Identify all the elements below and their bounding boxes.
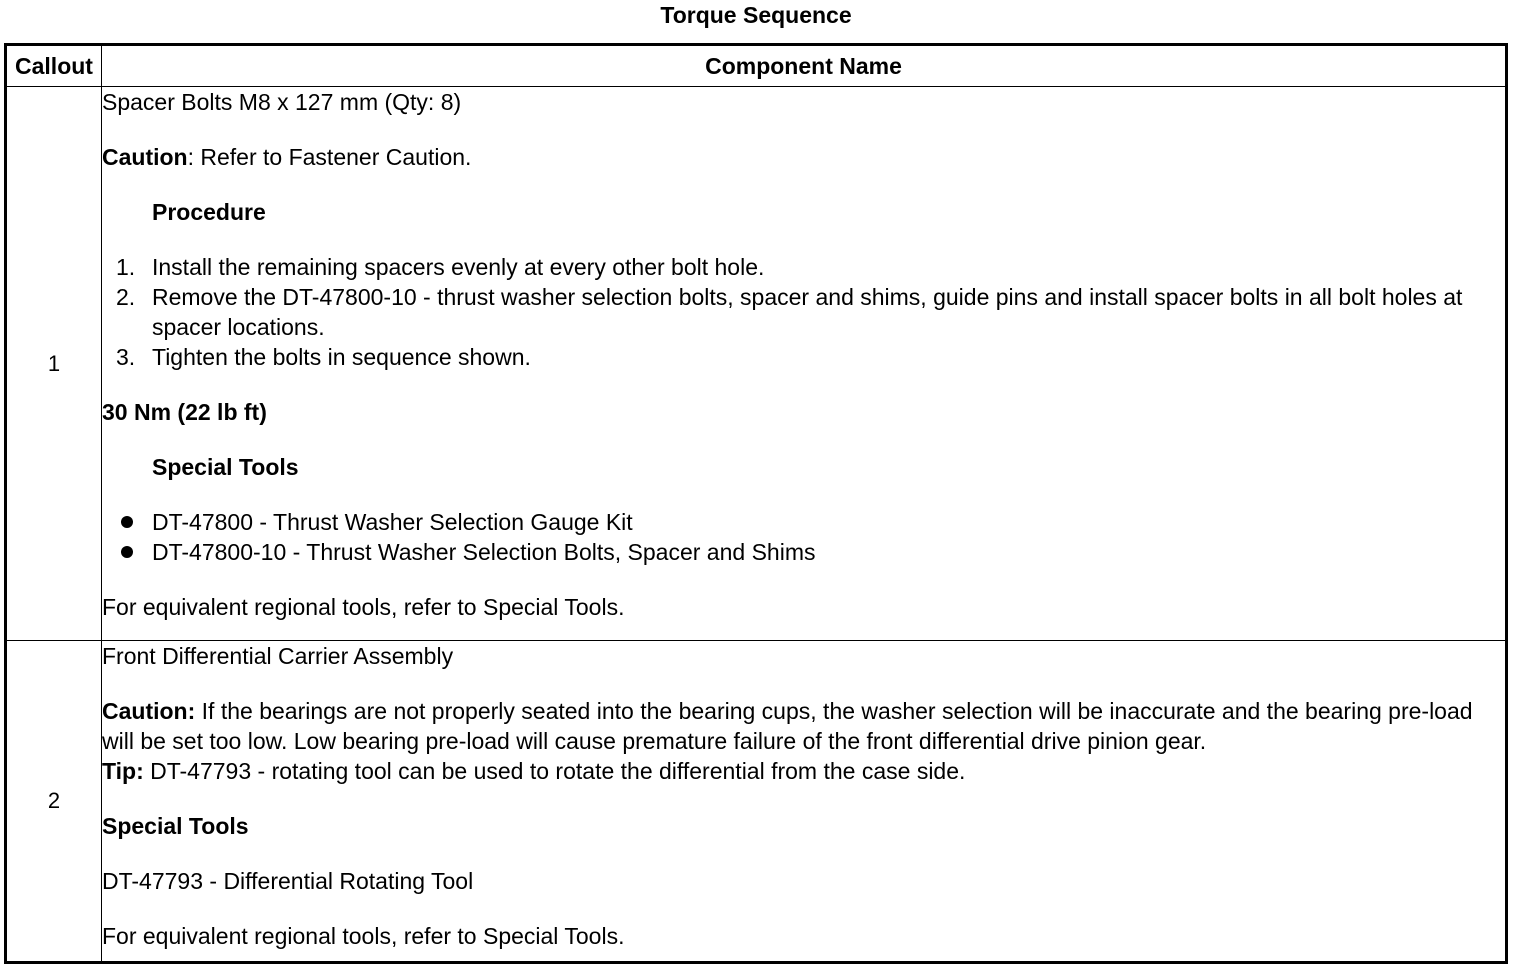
- table-header-row: [6, 45, 1507, 87]
- component-cell: [102, 641, 1507, 963]
- step-number: 3.: [116, 344, 136, 370]
- caution-text: Refer to Fastener Caution.: [194, 144, 472, 170]
- callout-cell: 1: [6, 87, 102, 641]
- component-cell: [102, 87, 1507, 641]
- table-row: [6, 641, 1507, 963]
- caution-note: [102, 142, 1505, 172]
- list-item: [102, 252, 1505, 282]
- special-tools-heading-text: Special Tools: [102, 813, 249, 839]
- step-text: Remove the DT-47800-10 - thrust washer selection bolts, spacer and shims, guide pins and install spacer bolts in all bolt holes at spacer locations.: [152, 284, 1463, 340]
- caution-note: [102, 696, 1505, 756]
- component-name: Spacer Bolts M8 x 127 mm (Qty: 8): [102, 89, 462, 115]
- list-item: [102, 342, 1505, 372]
- tool-text: DT-47800 - Thrust Washer Selection Gauge Kit: [152, 509, 633, 535]
- special-tools-heading: [102, 811, 1505, 841]
- bullet-icon: [121, 546, 133, 558]
- regional-tools-note: For equivalent regional tools, refer to Special Tools.: [102, 923, 625, 949]
- step-number: 2.: [116, 284, 136, 310]
- torque-sequence-table: [4, 43, 1508, 964]
- procedure-steps: [102, 252, 1505, 372]
- list-item: [102, 507, 1505, 537]
- list-item: [102, 537, 1505, 567]
- bullet-icon: [121, 516, 133, 528]
- list-item: [102, 282, 1505, 342]
- caution-label: Caution: [102, 144, 188, 170]
- special-tools-list: [102, 507, 1505, 567]
- torque-value: 30 Nm (22 lb ft): [102, 399, 267, 425]
- procedure-heading: Procedure: [152, 199, 266, 225]
- callout-cell: 2: [6, 641, 102, 963]
- tip-text: DT-47793 - rotating tool can be used to rotate the differential from the case side.: [143, 758, 966, 784]
- regional-tools-note: For equivalent regional tools, refer to Special Tools.: [102, 594, 625, 620]
- tool-text: DT-47800-10 - Thrust Washer Selection Bolts, Spacer and Shims: [152, 539, 816, 565]
- tip-note: [102, 756, 1505, 786]
- component-name: Front Differential Carrier Assembly: [102, 643, 454, 669]
- torque-spec: [102, 397, 1505, 427]
- caution-separator: :: [187, 144, 194, 170]
- step-number: 1.: [116, 254, 136, 280]
- step-text: Tighten the bolts in sequence shown.: [152, 344, 531, 370]
- table-row: [6, 87, 1507, 641]
- tool-text: DT-47793 - Differential Rotating Tool: [102, 868, 474, 894]
- callout-column-header: Callout: [6, 45, 102, 87]
- caution-label: Caution:: [102, 698, 196, 724]
- component-column-header: Component Name: [102, 45, 1507, 87]
- special-tools-heading: Special Tools: [152, 454, 299, 480]
- page-title: Torque Sequence: [660, 2, 852, 28]
- tip-label: Tip:: [102, 758, 144, 784]
- step-text: Install the remaining spacers evenly at every other bolt hole.: [152, 254, 765, 280]
- caution-text: If the bearings are not properly seated into the bearing cups, the washer selection will be inaccurate and the bearing pre-load will be set too low. Low bearing pre-load will cause premature failure of the front differential drive pinion gear.: [102, 698, 1473, 754]
